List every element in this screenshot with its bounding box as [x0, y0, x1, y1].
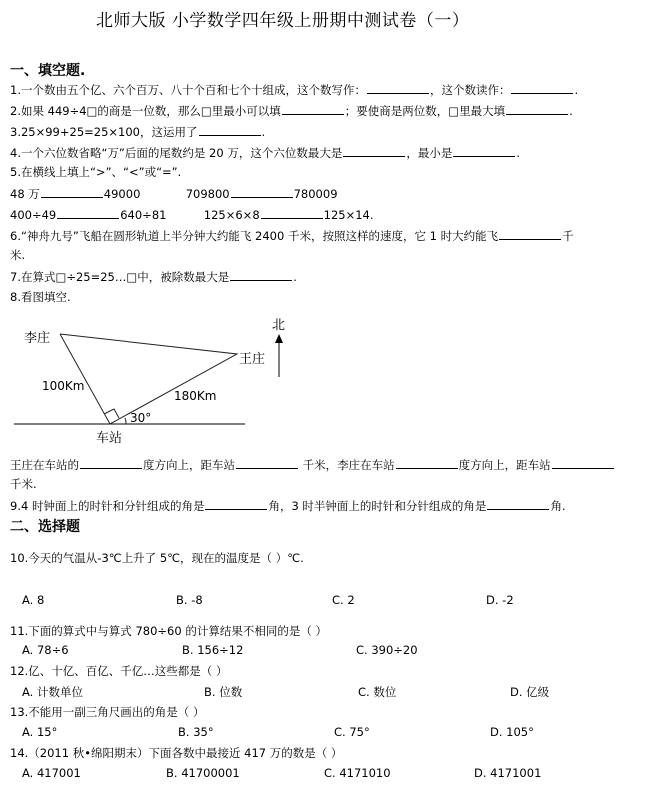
question-8: 8.看图填空.: [10, 290, 71, 304]
answer-blank[interactable]: [282, 102, 344, 115]
answer-blank[interactable]: [261, 206, 323, 219]
answer-blank[interactable]: [506, 102, 568, 115]
q11-option-c[interactable]: C. 390÷20: [356, 643, 418, 657]
angle-30: 30°: [130, 411, 152, 425]
answer-blank[interactable]: [487, 497, 549, 510]
label-wang-zhuang: 王庄: [239, 352, 266, 367]
q13-option-b[interactable]: B. 35°: [178, 725, 214, 739]
q10-option-c[interactable]: C. 2: [332, 593, 355, 607]
question-4: 4.一个六位数省略“万”后面的尾数约是 20 万，这个六位数最大是 ，最小是 .: [10, 146, 520, 160]
question-6: 6.“神舟九号”飞船在圆形轨道上半分钟大约能飞 2400 千米，按照这样的速度，它 1 时大约能飞 千: [10, 229, 574, 243]
question-6-cont: 米.: [10, 248, 26, 262]
q14-option-a[interactable]: A. 417001: [22, 766, 81, 780]
q10-option-a[interactable]: A. 8: [22, 593, 45, 607]
page-title: 北师大版 小学数学四年级上册期中测试卷（一）: [96, 11, 470, 31]
answer-blank[interactable]: [511, 81, 573, 94]
question-1: 1.一个数由五个亿、六个百万、八十个百和七个十组成，这个数写作： ，这个数读作： .: [10, 83, 579, 97]
label-station: 车站: [96, 431, 123, 446]
answer-blank[interactable]: [231, 185, 293, 198]
question-11: 11.下面的算式中与算式 780÷60 的计算结果不相同的是（ ）: [10, 624, 327, 638]
section1-heading: 一、填空题.: [10, 63, 86, 79]
question-5-row-1: 48 万 49000 709800 780009: [10, 187, 338, 201]
question-9: 9.4 时钟面上的时针和分针组成的角是 角，3 时半钟面上的时针和分针组成的角是 角.: [10, 499, 566, 513]
answer-blank[interactable]: [343, 144, 405, 157]
answer-blank[interactable]: [199, 123, 261, 136]
section2-heading: 二、选择题: [10, 519, 80, 535]
question-13: 13.不能用一副三角尺画出的角是（ ）: [10, 705, 205, 719]
map-diagram: [0, 305, 300, 455]
q12-option-c[interactable]: C. 数位: [358, 685, 397, 699]
q14-option-d[interactable]: D. 4171001: [474, 766, 542, 780]
answer-blank[interactable]: [453, 144, 515, 157]
question-5-row-2: 400÷49 640÷81 125×6×8 125×14.: [10, 208, 374, 222]
question-3: 3.25×99+25=25×100，这运用了 .: [10, 125, 266, 139]
answer-blank[interactable]: [230, 268, 292, 281]
q12-option-b[interactable]: B. 位数: [204, 685, 243, 699]
q13-option-d[interactable]: D. 105°: [490, 725, 534, 739]
label-li-zhuang: 李庄: [24, 331, 51, 346]
north-arrow-label: 北: [272, 318, 286, 333]
q11-option-b[interactable]: B. 156÷12: [182, 643, 244, 657]
question-2: 2.如果 449÷4□的商是一位数，那么□里最小可以填 ；要使商是两位数，□里最大填 .: [10, 104, 573, 118]
question-12: 12.亿、十亿、百亿、千亿…这些都是（ ）: [10, 664, 228, 678]
q13-option-c[interactable]: C. 75°: [334, 725, 370, 739]
answer-blank[interactable]: [205, 497, 267, 510]
q12-option-a[interactable]: A. 计数单位: [22, 685, 83, 699]
answer-blank[interactable]: [499, 227, 561, 240]
q11-option-a[interactable]: A. 78÷6: [22, 643, 69, 657]
q12-option-d[interactable]: D. 亿级: [510, 685, 550, 699]
distance-100: 100Km: [42, 379, 85, 393]
question-7: 7.在算式□÷25=25…□中，被除数最大是 .: [10, 270, 297, 284]
q14-option-b[interactable]: B. 41700001: [166, 766, 240, 780]
question-14: 14.（2011 秋•绵阳期末）下面各数中最接近 417 万的数是（ ）: [10, 746, 343, 760]
question-8-fill-cont: 千米.: [10, 477, 37, 491]
answer-blank[interactable]: [80, 456, 142, 469]
q14-option-c[interactable]: C. 4171010: [324, 766, 391, 780]
q10-option-d[interactable]: D. -2: [486, 593, 514, 607]
answer-blank[interactable]: [41, 185, 103, 198]
answer-blank[interactable]: [396, 456, 458, 469]
answer-blank[interactable]: [552, 456, 614, 469]
question-5: 5.在横线上填上“>”、“<”或“=”.: [10, 165, 182, 179]
distance-180: 180Km: [174, 389, 217, 403]
answer-blank[interactable]: [57, 206, 119, 219]
answer-blank[interactable]: [236, 456, 298, 469]
q10-option-b[interactable]: B. -8: [176, 593, 203, 607]
question-10: 10.今天的气温从-3℃上升了 5℃，现在的温度是（ ）℃.: [10, 551, 304, 565]
q13-option-a[interactable]: A. 15°: [22, 725, 58, 739]
question-8-fill: 王庄在车站的 度方向上，距车站 千米，李庄在车站 度方向上，距车站: [10, 456, 615, 473]
answer-blank[interactable]: [367, 81, 429, 94]
